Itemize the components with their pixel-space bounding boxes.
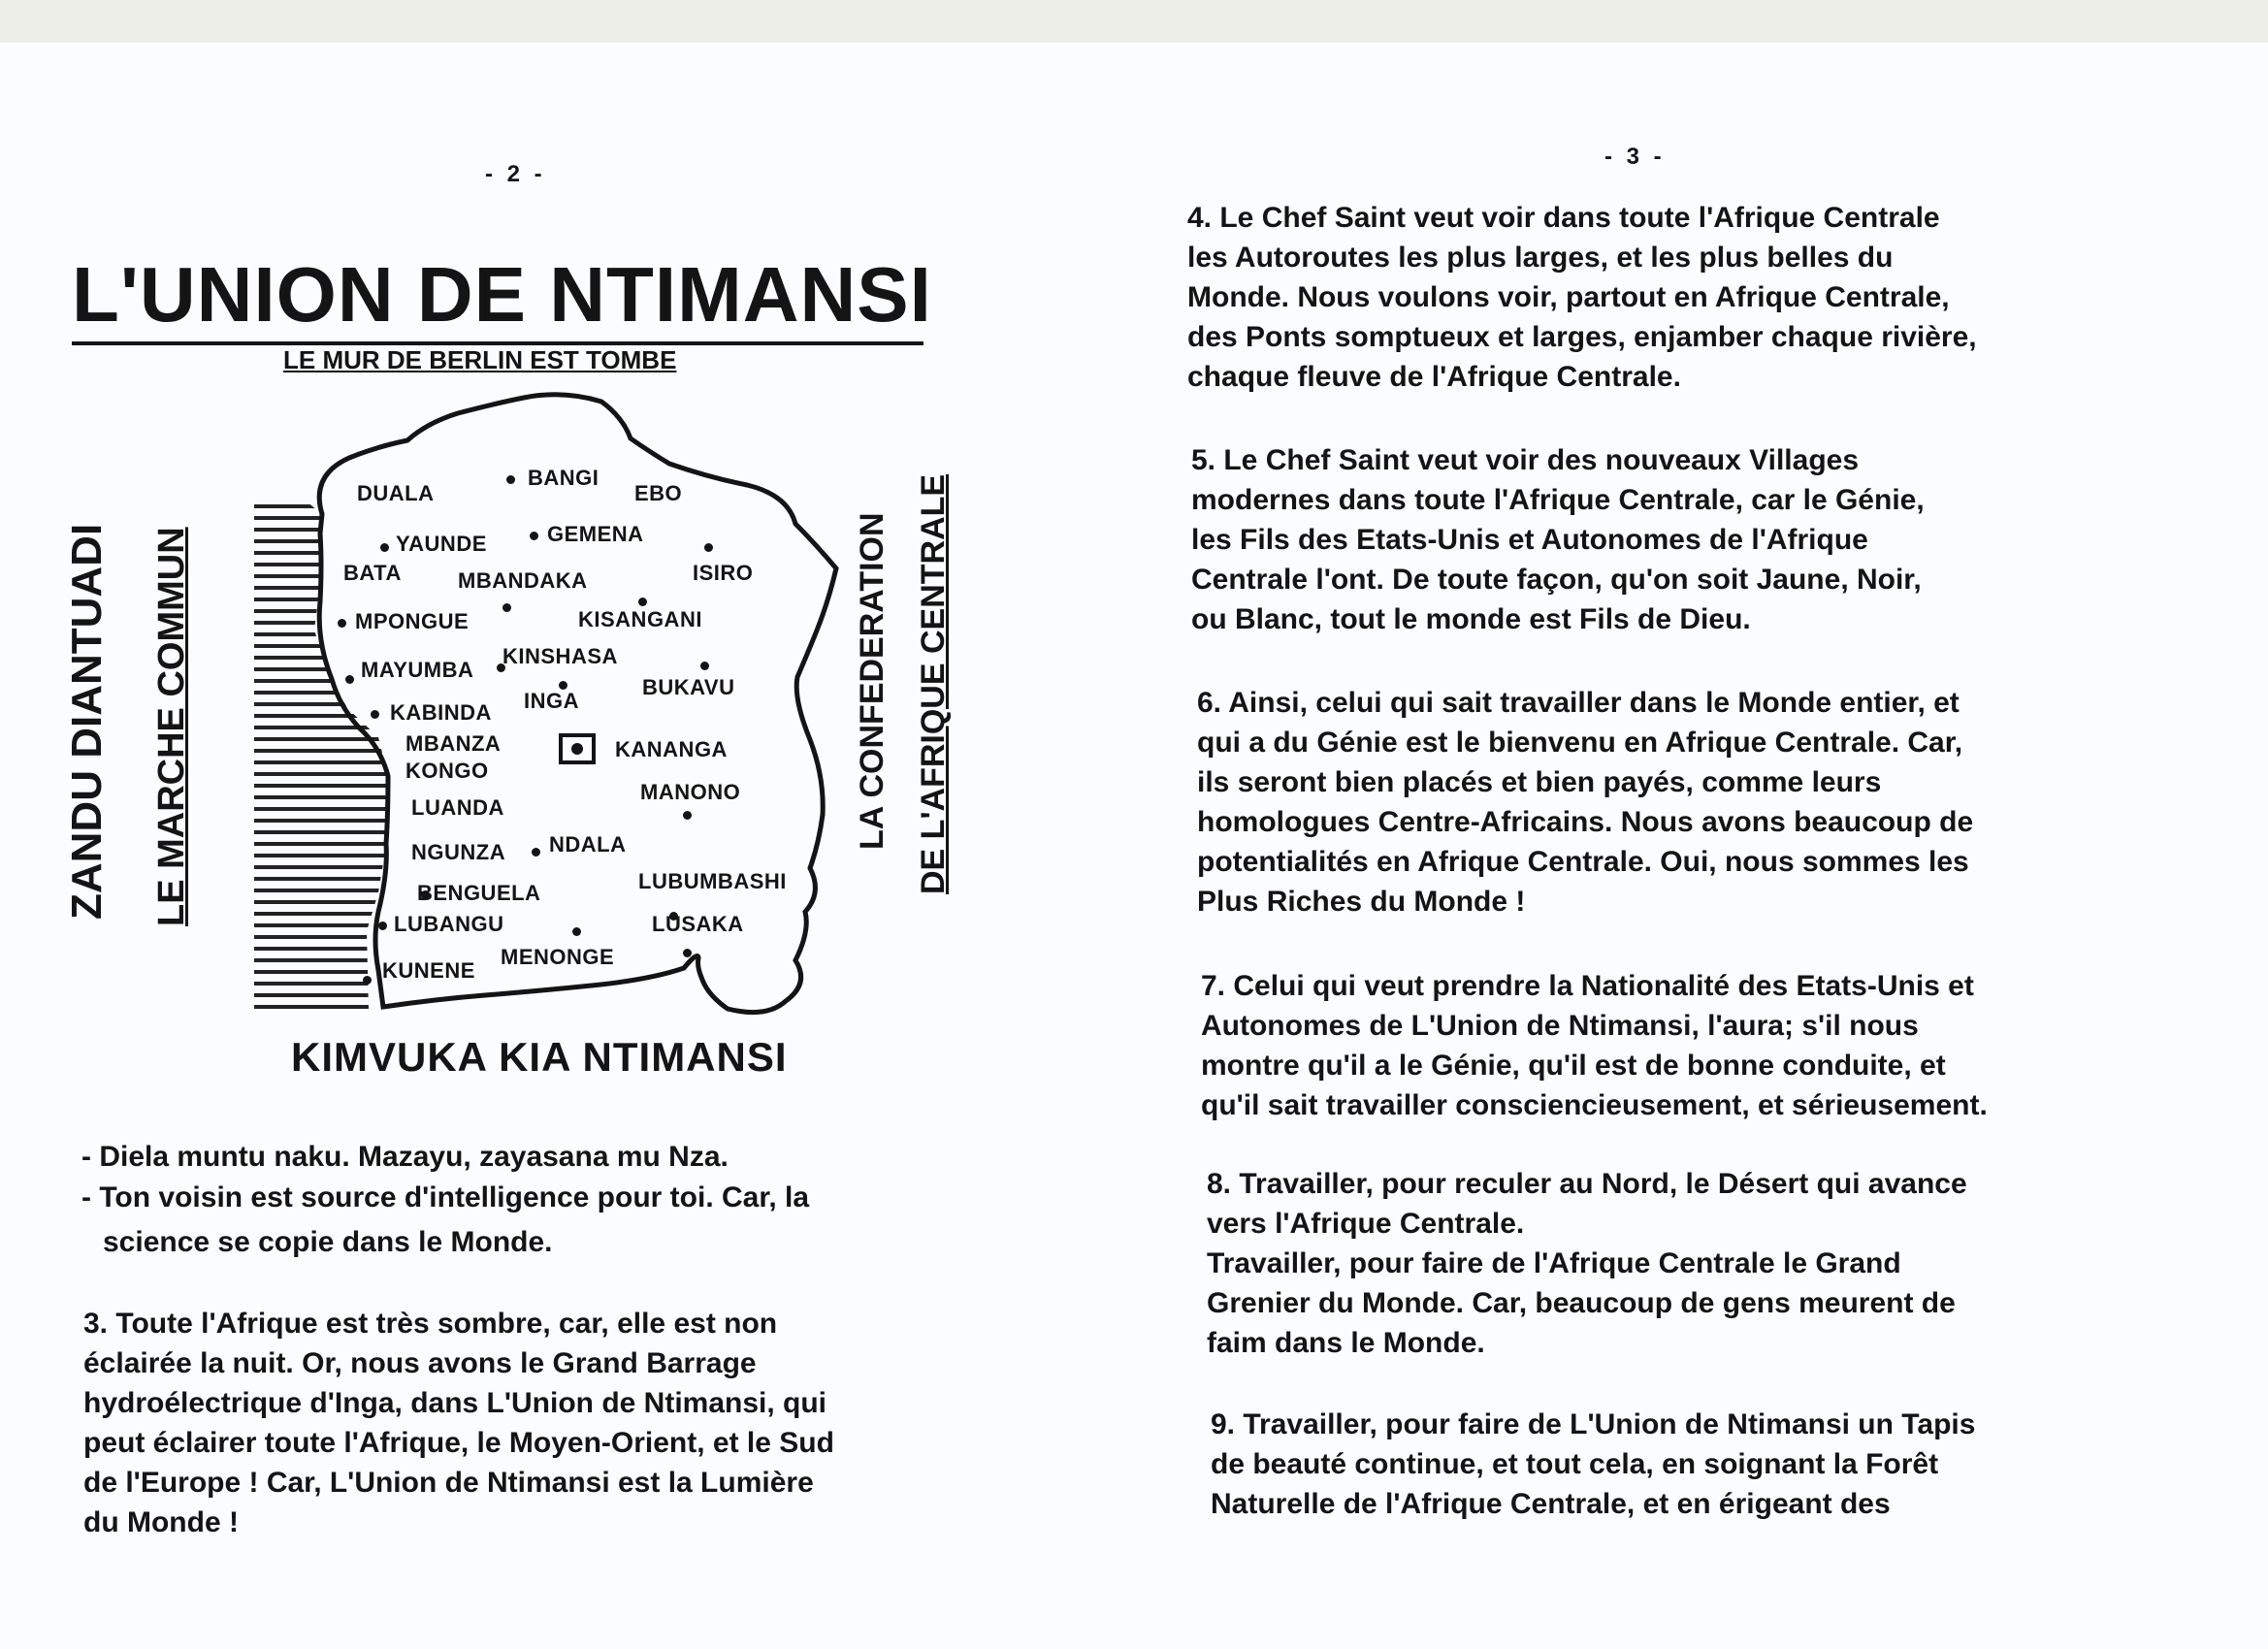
city-dot xyxy=(345,675,354,684)
city-dot xyxy=(363,976,372,985)
text-line: montre qu'il a le Génie, qu'il est de bonne conduite, et xyxy=(1201,1050,1946,1082)
text-line: les Autoroutes les plus larges, et les plus belles du xyxy=(1187,242,1894,274)
city-label: MENONGE xyxy=(501,945,615,969)
text-line: Autonomes de L'Union de Ntimansi, l'aura; s'il nous xyxy=(1201,1010,1919,1042)
text-line: de beauté continue, et tout cela, en soignant la Forêt xyxy=(1211,1448,1939,1480)
city-label: MANONO xyxy=(640,780,741,804)
text-line: ils seront bien placés et bien payés, comme leurs xyxy=(1197,766,1882,798)
text-line: les Fils des Etats-Unis et Autonomes de l'Afrique xyxy=(1191,524,1868,556)
text-line: 4. Le Chef Saint veut voir dans toute l'Afrique Centrale xyxy=(1187,202,1940,234)
city-label: EBO xyxy=(634,481,683,505)
text-line: homologues Centre-Africains. Nous avons beaucoup de xyxy=(1197,806,1974,838)
city-dot xyxy=(378,922,387,930)
city-label: ISIRO xyxy=(693,561,754,585)
city-label: BATA xyxy=(343,561,402,585)
city-label: LUSAKA xyxy=(652,912,744,936)
city-dot xyxy=(704,543,713,552)
text-line: vers l'Afrique Centrale. xyxy=(1207,1208,1525,1240)
city-dot xyxy=(683,949,692,957)
text-line: Travailler, pour faire de l'Afrique Centrale le Grand xyxy=(1207,1247,1901,1279)
city-dot xyxy=(532,848,540,857)
city-label: INGA xyxy=(524,689,579,713)
city-dot xyxy=(371,710,379,719)
city-dot xyxy=(530,532,538,540)
vertical-text-afrique-centrale: DE L'AFRIQUE CENTRALE xyxy=(915,473,952,894)
city-label: LUANDA xyxy=(411,795,504,820)
text-line: Naturelle de l'Afrique Centrale, et en érigeant des xyxy=(1211,1488,1891,1520)
city-label: GEMENA xyxy=(547,522,644,546)
city-label: NDALA xyxy=(549,832,627,857)
central-africa-map xyxy=(243,388,863,1028)
text-line: Plus Riches du Monde ! xyxy=(1197,886,1526,918)
city-dot xyxy=(700,662,709,670)
city-dot xyxy=(506,475,515,484)
city-label: MBANZA xyxy=(405,731,502,756)
city-label: NGUNZA xyxy=(411,840,506,864)
text-line: 7. Celui qui veut prendre la Nationalité des Etats-Unis et xyxy=(1201,970,1974,1002)
city-label: MBANDAKA xyxy=(458,568,588,593)
vertical-text-zandu: ZANDU DIANTUADI xyxy=(63,523,111,920)
city-dot xyxy=(572,927,581,936)
city-label: BUKAVU xyxy=(642,675,735,699)
page-number-right: - 3 - xyxy=(1604,144,1666,170)
document-title: L'UNION DE NTIMANSI xyxy=(72,254,923,345)
city-label: BENGUELA xyxy=(417,881,541,905)
text-line: 3. Toute l'Afrique est très sombre, car, elle est non xyxy=(83,1308,778,1340)
text-line: des Ponts somptueux et larges, enjamber chaque rivière, xyxy=(1187,321,1977,353)
paragraph-3 xyxy=(83,1304,982,1542)
text-line: 5. Le Chef Saint veut voir des nouveaux Villages xyxy=(1191,444,1860,476)
map-caption: KIMVUKA KIA NTIMANSI xyxy=(291,1034,788,1080)
city-label: BANGI xyxy=(528,466,599,490)
paragraph-8 xyxy=(1207,1164,2119,1363)
text-line: du Monde ! xyxy=(83,1506,239,1538)
city-label: KANANGA xyxy=(615,737,728,761)
city-label: KABINDA xyxy=(390,700,492,725)
text-line: qu'il sait travailler consciencieusement, et sérieusement. xyxy=(1201,1089,1988,1121)
text-line: Monde. Nous voulons voir, partout en Afrique Centrale, xyxy=(1187,281,1950,313)
city-label: KINSHASA xyxy=(502,644,618,668)
text-line: Centrale l'ont. De toute façon, qu'on soit Jaune, Noir, xyxy=(1191,564,1922,596)
paragraph-9 xyxy=(1211,1405,2122,1524)
text-line: modernes dans toute l'Afrique Centrale, car le Génie, xyxy=(1191,484,1925,516)
text-line: potentialités en Afrique Centrale. Oui, nous sommes les xyxy=(1197,846,1969,878)
text-line: 9. Travailler, pour faire de L'Union de Ntimansi un Tapis xyxy=(1211,1408,1976,1440)
paragraph-7 xyxy=(1201,966,2113,1125)
document-subtitle: LE MUR DE BERLIN EST TOMBE xyxy=(283,345,677,374)
city-label: KUNENE xyxy=(382,958,475,983)
city-label: KISANGANI xyxy=(578,607,702,631)
vertical-text-marche-commun: LE MARCHE COMMUN xyxy=(151,527,192,926)
text-line: Grenier du Monde. Car, beaucoup de gens meurent de xyxy=(1207,1287,1956,1319)
city-dot xyxy=(338,619,346,628)
vertical-text-confederation: LA CONFEDERATION xyxy=(854,512,891,850)
bullet-line: - Diela muntu naku. Mazayu, zayasana mu Nza. xyxy=(81,1141,729,1173)
scan-top-strip xyxy=(0,0,2268,43)
text-line: peut éclairer toute l'Afrique, le Moyen-Orient, et le Sud xyxy=(83,1427,834,1459)
city-label: YAUNDE xyxy=(396,532,487,556)
page-number-left: - 2 - xyxy=(485,161,546,187)
paragraph-4 xyxy=(1187,198,2099,397)
text-line: qui a du Génie est le bienvenu en Afrique Centrale. Car, xyxy=(1197,727,1963,759)
city-dot xyxy=(683,811,692,820)
text-line: hydroélectrique d'Inga, dans L'Union de Ntimansi, qui xyxy=(83,1387,827,1419)
city-label: LUBUMBASHI xyxy=(638,869,787,893)
text-line: ou Blanc, tout le monde est Fils de Dieu. xyxy=(1191,603,1751,635)
city-label: MAYUMBA xyxy=(361,658,474,682)
paragraph-5 xyxy=(1191,440,2103,639)
text-line: éclairée la nuit. Or, nous avons le Grand Barrage xyxy=(83,1347,757,1379)
city-dot xyxy=(380,543,389,552)
text-line: 6. Ainsi, celui qui sait travailler dans le Monde entier, et xyxy=(1197,687,1960,719)
city-label: LUBANGU xyxy=(394,912,504,936)
text-line: faim dans le Monde. xyxy=(1207,1327,1485,1359)
bullet-line: science se copie dans le Monde. xyxy=(103,1226,553,1258)
city-label: MPONGUE xyxy=(355,609,470,633)
city-dot xyxy=(638,598,647,606)
text-line: 8. Travailler, pour reculer au Nord, le Désert qui avance xyxy=(1207,1168,1967,1200)
bullet-line: - Ton voisin est source d'intelligence pour toi. Car, la xyxy=(81,1181,810,1213)
city-label: DUALA xyxy=(357,481,435,505)
city-dot xyxy=(502,603,511,612)
paragraph-6 xyxy=(1197,683,2109,922)
text-line: de l'Europe ! Car, L'Union de Ntimansi est la Lumière xyxy=(83,1467,814,1499)
text-line: chaque fleuve de l'Afrique Centrale. xyxy=(1187,361,1681,393)
city-label: KONGO xyxy=(405,759,489,783)
